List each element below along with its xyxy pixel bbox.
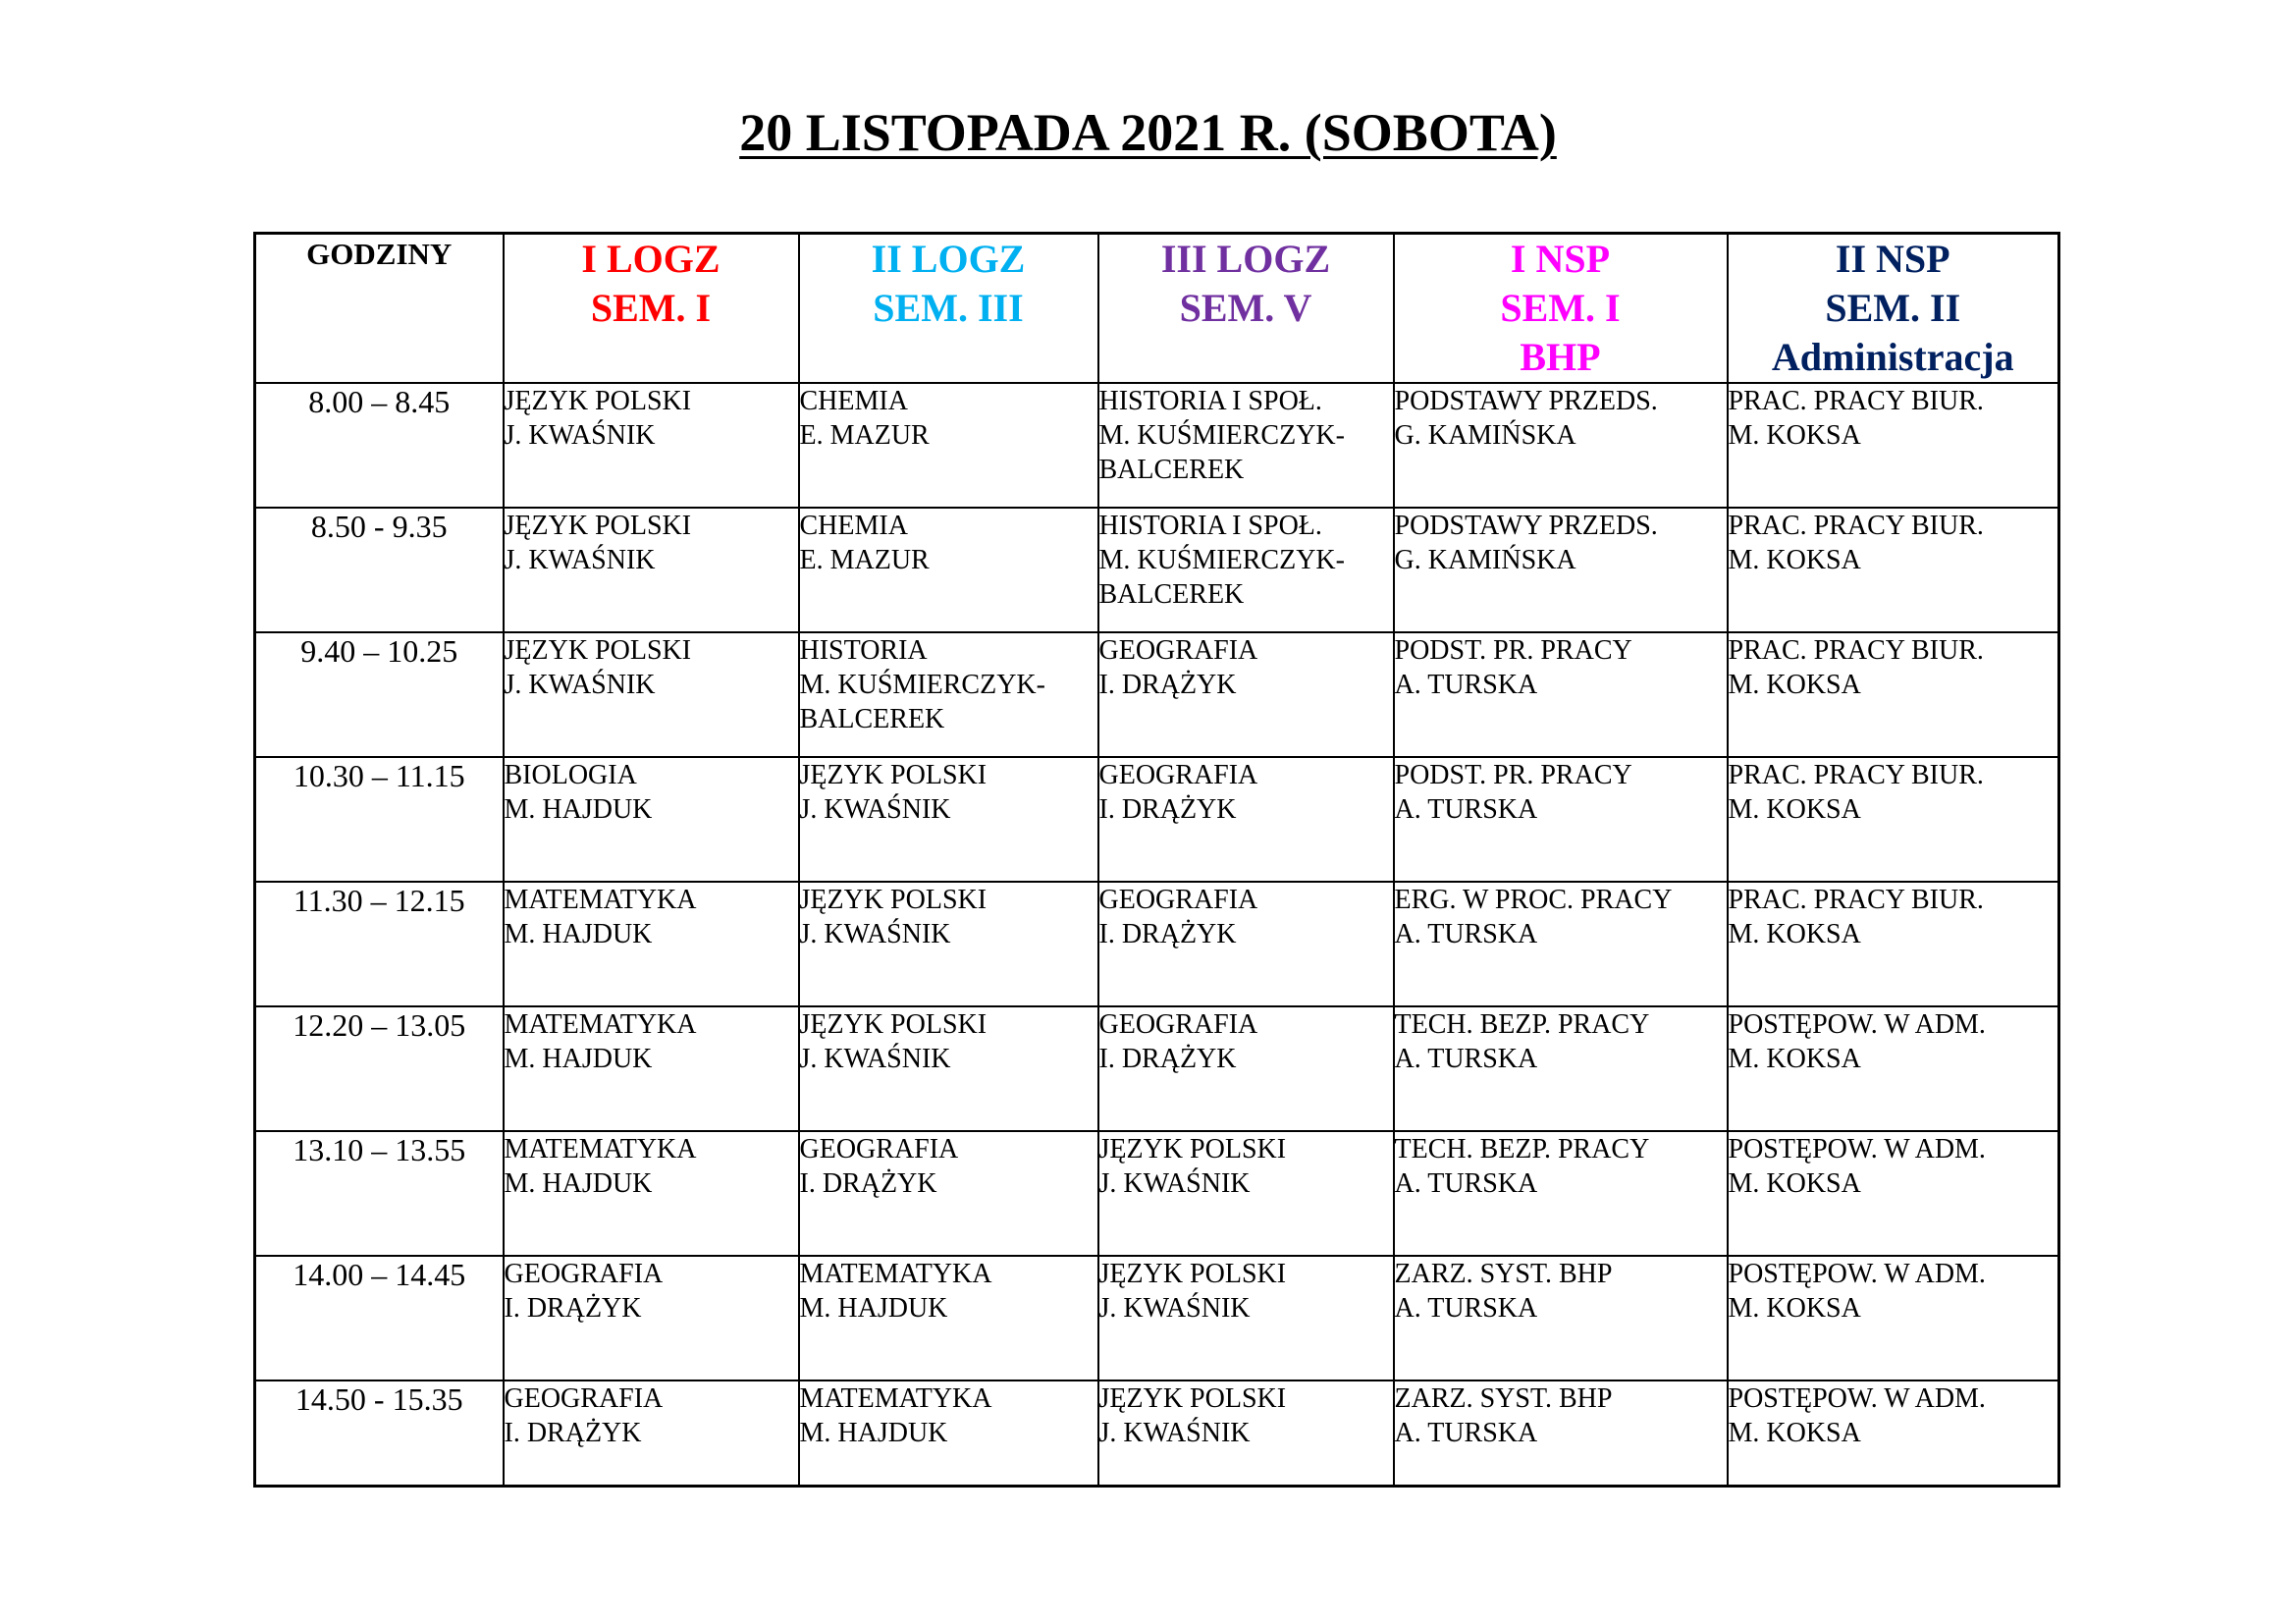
lesson-cell <box>1098 1131 1394 1256</box>
lesson-teacher: M. KOKSA <box>1728 1168 1861 1199</box>
lesson-teacher: J. KWAŚNIK <box>504 545 656 575</box>
lesson-teacher: M. KOKSA <box>1728 420 1861 451</box>
lesson-subject: HISTORIA I SPOŁ. <box>1098 511 1322 541</box>
header-col-line: Administracja <box>1771 335 2014 379</box>
lesson-subject: PODSTAWY PRZEDS. <box>1394 386 1658 416</box>
lesson-teacher: M. KOKSA <box>1728 919 1861 949</box>
header-col-line: SEM. III <box>873 286 1024 330</box>
lesson-cell <box>1394 1131 1728 1256</box>
lesson-subject: GEOGRAFIA <box>504 1383 664 1414</box>
header-col <box>1098 234 1394 384</box>
header-col-line: I NSP <box>1510 237 1611 281</box>
lesson-cell <box>799 757 1098 882</box>
lesson-subject: TECH. BEZP. PRACY <box>1394 1009 1650 1040</box>
time-cell: 12.20 – 13.05 <box>255 1006 504 1131</box>
lesson-cell <box>1728 1131 2059 1256</box>
lesson-teacher: M. HAJDUK <box>504 919 653 949</box>
lesson-subject: MATEMATYKA <box>799 1259 992 1289</box>
lesson-teacher: A. TURSKA <box>1394 919 1538 949</box>
lesson-cell <box>1098 1006 1394 1131</box>
header-col <box>1728 234 2059 384</box>
lesson-cell <box>1098 632 1394 757</box>
lesson-cell <box>1098 757 1394 882</box>
lesson-teacher: A. TURSKA <box>1394 1168 1538 1199</box>
lesson-cell <box>1394 1256 1728 1380</box>
lesson-cell <box>1394 508 1728 632</box>
lesson-teacher: A. TURSKA <box>1394 1418 1538 1448</box>
lesson-subject: HISTORIA I SPOŁ. <box>1098 386 1322 416</box>
lesson-teacher: M. KUŚMIERCZYK- <box>1098 420 1345 451</box>
lesson-cell <box>1728 1256 2059 1380</box>
lesson-teacher: A. TURSKA <box>1394 670 1538 700</box>
header-col-line: BHP <box>1520 335 1601 379</box>
schedule-body <box>255 383 2059 1486</box>
lesson-teacher: J. KWAŚNIK <box>1098 1418 1251 1448</box>
lesson-cell <box>1394 757 1728 882</box>
lesson-subject: PRAC. PRACY BIUR. <box>1728 511 1984 541</box>
lesson-teacher: A. TURSKA <box>1394 1293 1538 1324</box>
lesson-cell <box>1728 508 2059 632</box>
header-time <box>255 234 504 384</box>
table-row <box>255 632 2059 757</box>
table-row <box>255 757 2059 882</box>
lesson-teacher: G. KAMIŃSKA <box>1394 420 1576 451</box>
header-row <box>255 234 2059 384</box>
lesson-teacher: M. KOKSA <box>1728 1418 1861 1448</box>
lesson-teacher: M. HAJDUK <box>799 1418 948 1448</box>
time-cell: 11.30 – 12.15 <box>255 882 504 1006</box>
lesson-teacher: J. KWAŚNIK <box>504 670 656 700</box>
lesson-cell <box>1098 1256 1394 1380</box>
lesson-subject: PRAC. PRACY BIUR. <box>1728 760 1984 790</box>
lesson-teacher: J. KWAŚNIK <box>799 919 951 949</box>
lesson-subject: PODST. PR. PRACY <box>1394 635 1632 666</box>
lesson-subject: GEOGRAFIA <box>504 1259 664 1289</box>
time-cell: 8.50 - 9.35 <box>255 508 504 632</box>
lesson-subject: JĘZYK POLSKI <box>1098 1383 1287 1414</box>
lesson-subject: POSTĘPOW. W ADM. <box>1728 1134 1986 1164</box>
lesson-teacher: A. TURSKA <box>1394 1044 1538 1074</box>
lesson-teacher: BALCEREK <box>1098 455 1245 485</box>
lesson-cell <box>504 1131 799 1256</box>
lesson-teacher: M. KOKSA <box>1728 1044 1861 1074</box>
lesson-subject: JĘZYK POLSKI <box>799 1009 988 1040</box>
lesson-cell <box>799 383 1098 508</box>
lesson-subject: PRAC. PRACY BIUR. <box>1728 635 1984 666</box>
lesson-subject: GEOGRAFIA <box>799 1134 959 1164</box>
lesson-teacher: M. KOKSA <box>1728 670 1861 700</box>
lesson-teacher: M. KOKSA <box>1728 545 1861 575</box>
header-col-line: SEM. I <box>1500 286 1621 330</box>
lesson-teacher: I. DRĄŻYK <box>799 1168 937 1199</box>
page-title <box>0 98 2296 167</box>
lesson-teacher: J. KWAŚNIK <box>1098 1293 1251 1324</box>
lesson-teacher: I. DRĄŻYK <box>1098 1044 1237 1074</box>
table-row <box>255 383 2059 508</box>
lesson-subject: HISTORIA <box>799 635 928 666</box>
table-row <box>255 882 2059 1006</box>
lesson-teacher: M. KOKSA <box>1728 794 1861 825</box>
lesson-subject: MATEMATYKA <box>504 1009 697 1040</box>
lesson-subject: JĘZYK POLSKI <box>504 511 692 541</box>
lesson-cell <box>504 1380 799 1486</box>
lesson-teacher: I. DRĄŻYK <box>1098 919 1237 949</box>
lesson-cell <box>1728 1380 2059 1486</box>
lesson-subject: MATEMATYKA <box>504 885 697 915</box>
lesson-subject: PODST. PR. PRACY <box>1394 760 1632 790</box>
lesson-teacher: E. MAZUR <box>799 420 930 451</box>
time-cell: 14.00 – 14.45 <box>255 1256 504 1380</box>
time-cell: 8.00 – 8.45 <box>255 383 504 508</box>
header-col-line: SEM. V <box>1179 286 1312 330</box>
lesson-cell <box>1394 1006 1728 1131</box>
lesson-subject: POSTĘPOW. W ADM. <box>1728 1259 1986 1289</box>
lesson-cell <box>1394 1380 1728 1486</box>
lesson-subject: ZARZ. SYST. BHP <box>1394 1383 1613 1414</box>
lesson-subject: JĘZYK POLSKI <box>504 635 692 666</box>
table-row <box>255 508 2059 632</box>
lesson-teacher: J. KWAŚNIK <box>1098 1168 1251 1199</box>
lesson-cell <box>799 1380 1098 1486</box>
lesson-subject: MATEMATYKA <box>799 1383 992 1414</box>
lesson-cell <box>1394 632 1728 757</box>
lesson-cell <box>504 383 799 508</box>
lesson-cell <box>799 508 1098 632</box>
lesson-subject: TECH. BEZP. PRACY <box>1394 1134 1650 1164</box>
lesson-subject: JĘZYK POLSKI <box>504 386 692 416</box>
lesson-cell <box>799 882 1098 1006</box>
lesson-teacher: M. HAJDUK <box>504 794 653 825</box>
lesson-subject: JĘZYK POLSKI <box>799 885 988 915</box>
lesson-cell <box>1728 882 2059 1006</box>
lesson-teacher: A. TURSKA <box>1394 794 1538 825</box>
lesson-subject: POSTĘPOW. W ADM. <box>1728 1383 1986 1414</box>
lesson-cell <box>1728 632 2059 757</box>
lesson-teacher: M. HAJDUK <box>504 1044 653 1074</box>
time-cell: 13.10 – 13.55 <box>255 1131 504 1256</box>
lesson-teacher: J. KWAŚNIK <box>799 794 951 825</box>
lesson-subject: BIOLOGIA <box>504 760 637 790</box>
header-col-line: II LOGZ <box>871 237 1026 281</box>
lesson-subject: GEOGRAFIA <box>1098 885 1258 915</box>
lesson-teacher: M. KUŚMIERCZYK- <box>799 670 1045 700</box>
lesson-cell <box>799 632 1098 757</box>
lesson-teacher: J. KWAŚNIK <box>799 1044 951 1074</box>
time-cell: 14.50 - 15.35 <box>255 1380 504 1486</box>
lesson-subject: PRAC. PRACY BIUR. <box>1728 386 1984 416</box>
header-col-line: I LOGZ <box>581 237 721 281</box>
lesson-subject: ZARZ. SYST. BHP <box>1394 1259 1613 1289</box>
lesson-teacher: I. DRĄŻYK <box>1098 794 1237 825</box>
header-col-line: II NSP <box>1835 237 1950 281</box>
lesson-subject: MATEMATYKA <box>504 1134 697 1164</box>
lesson-teacher: M. KOKSA <box>1728 1293 1861 1324</box>
lesson-teacher: E. MAZUR <box>799 545 930 575</box>
lesson-subject: PODSTAWY PRZEDS. <box>1394 511 1658 541</box>
lesson-cell <box>1394 383 1728 508</box>
lesson-teacher: J. KWAŚNIK <box>504 420 656 451</box>
lesson-cell <box>504 1256 799 1380</box>
lesson-subject: POSTĘPOW. W ADM. <box>1728 1009 1986 1040</box>
lesson-cell <box>1728 383 2059 508</box>
header-col-line: SEM. II <box>1825 286 1961 330</box>
lesson-cell <box>504 757 799 882</box>
lesson-cell <box>504 1006 799 1131</box>
lesson-cell <box>504 882 799 1006</box>
header-col <box>504 234 799 384</box>
table-row <box>255 1380 2059 1486</box>
lesson-cell <box>1728 1006 2059 1131</box>
time-cell: 10.30 – 11.15 <box>255 757 504 882</box>
lesson-teacher: BALCEREK <box>799 704 945 734</box>
lesson-teacher: M. HAJDUK <box>799 1293 948 1324</box>
header-col <box>799 234 1098 384</box>
lesson-subject: CHEMIA <box>799 511 908 541</box>
lesson-subject: GEOGRAFIA <box>1098 1009 1258 1040</box>
table-row <box>255 1006 2059 1131</box>
lesson-teacher: M. HAJDUK <box>504 1168 653 1199</box>
lesson-teacher: I. DRĄŻYK <box>504 1418 642 1448</box>
lesson-cell <box>1394 882 1728 1006</box>
lesson-cell <box>1098 882 1394 1006</box>
schedule-table <box>253 232 2060 1488</box>
header-col-line: SEM. I <box>590 286 712 330</box>
page-title-text: 20 LISTOPADA 2021 R. (SOBOTA) <box>739 103 1557 162</box>
lesson-cell <box>1098 508 1394 632</box>
table-row <box>255 1131 2059 1256</box>
table-row <box>255 1256 2059 1380</box>
header-col-line: III LOGZ <box>1160 237 1331 281</box>
lesson-cell <box>799 1256 1098 1380</box>
time-cell: 9.40 – 10.25 <box>255 632 504 757</box>
lesson-subject: CHEMIA <box>799 386 908 416</box>
lesson-subject: JĘZYK POLSKI <box>1098 1134 1287 1164</box>
lesson-teacher: I. DRĄŻYK <box>1098 670 1237 700</box>
header-time-label: GODZINY <box>306 237 453 271</box>
lesson-subject: JĘZYK POLSKI <box>1098 1259 1287 1289</box>
lesson-subject: JĘZYK POLSKI <box>799 760 988 790</box>
lesson-cell <box>1728 757 2059 882</box>
header-col <box>1394 234 1728 384</box>
lesson-teacher: G. KAMIŃSKA <box>1394 545 1576 575</box>
lesson-teacher: M. KUŚMIERCZYK- <box>1098 545 1345 575</box>
lesson-subject: ERG. W PROC. PRACY <box>1394 885 1673 915</box>
lesson-teacher: BALCEREK <box>1098 579 1245 610</box>
lesson-cell <box>504 508 799 632</box>
lesson-subject: PRAC. PRACY BIUR. <box>1728 885 1984 915</box>
lesson-cell <box>799 1131 1098 1256</box>
lesson-subject: GEOGRAFIA <box>1098 635 1258 666</box>
lesson-cell <box>1098 1380 1394 1486</box>
lesson-teacher: I. DRĄŻYK <box>504 1293 642 1324</box>
lesson-cell <box>504 632 799 757</box>
lesson-cell <box>799 1006 1098 1131</box>
lesson-subject: GEOGRAFIA <box>1098 760 1258 790</box>
lesson-cell <box>1098 383 1394 508</box>
